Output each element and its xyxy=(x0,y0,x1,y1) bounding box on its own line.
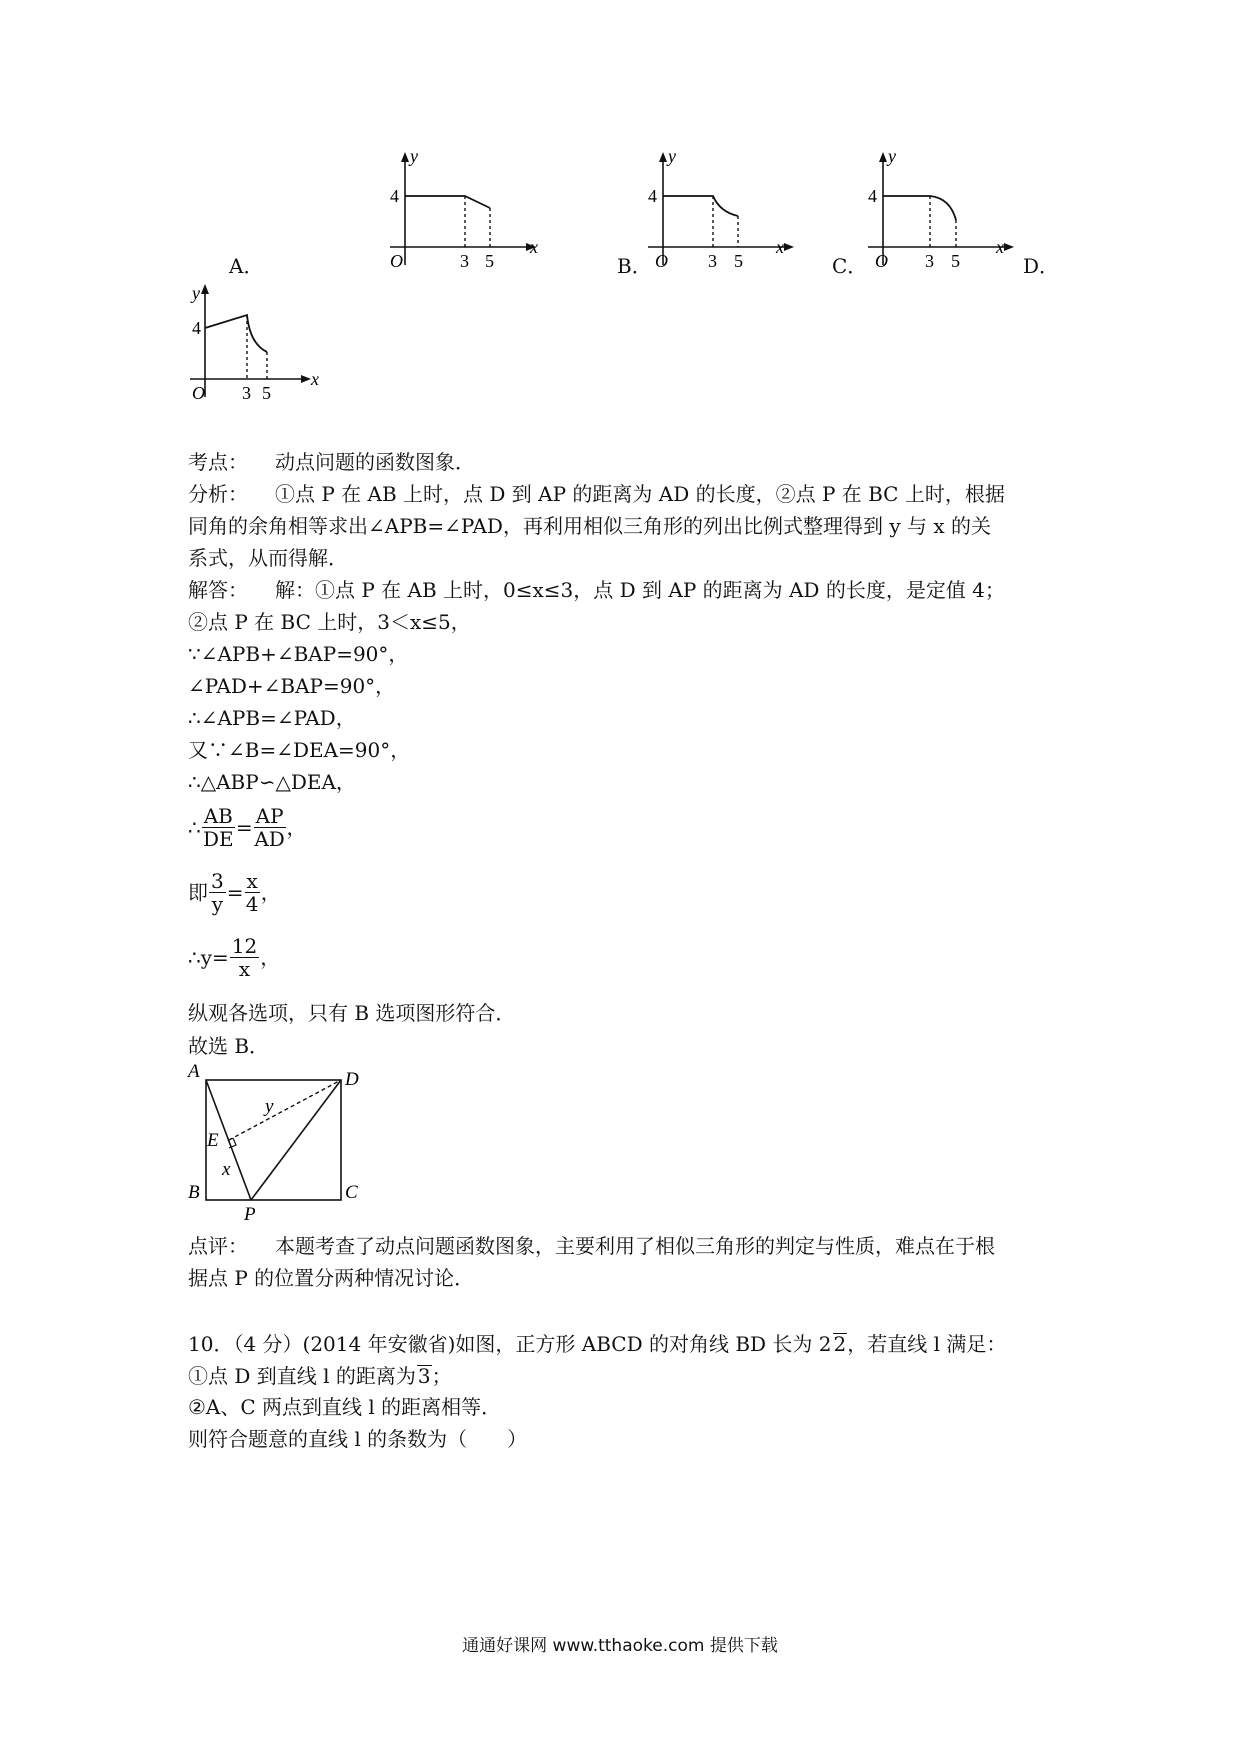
option-graph-c xyxy=(858,150,1018,272)
graph-x-tick-5: 5 xyxy=(734,251,743,271)
q10-line3: ②A、C 两点到直线 l 的距离相等． xyxy=(188,1395,502,1419)
q10-line4: 则符合题意的直线 l 的条数为（ ） xyxy=(188,1427,528,1451)
graph-origin: O xyxy=(390,251,403,271)
graph-y-tick: 4 xyxy=(648,186,657,206)
dianping-label: 点评： xyxy=(188,1234,248,1258)
fenxi-line3: 系式，从而得解． xyxy=(188,546,348,570)
graph-y-label: y xyxy=(410,150,418,166)
option-graph-b xyxy=(638,150,798,272)
point-b-label: B xyxy=(188,1182,200,1203)
sqrt-3: 3 xyxy=(417,1364,431,1388)
q10-line2: ①点 D 到直线 l 的距离为 3； xyxy=(188,1364,452,1388)
segment-y-label: y xyxy=(265,1096,274,1117)
fraction-ap-ad: $\frac{AP}{AD}$ xyxy=(254,804,285,851)
jieda-line8: 纵观各选项，只有 B 选项图形符合． xyxy=(188,1001,516,1025)
graph-x-label: x xyxy=(776,237,784,257)
dianping-line1: 本题考查了动点问题函数图象，主要利用了相似三角形的判定与性质，难点在于根 xyxy=(275,1234,995,1258)
jieda-line2: ②点 P 在 BC 上时，3＜x≤5， xyxy=(188,610,471,634)
graph-x-tick-3: 3 xyxy=(242,383,251,403)
kaodian-label: 考点： xyxy=(188,450,248,474)
graph-x-tick-5: 5 xyxy=(485,251,494,271)
graph-x-tick-5: 5 xyxy=(262,383,271,403)
option-c-label: C． xyxy=(832,254,868,278)
jieda-line1: 解：①点 P 在 AB 上时，0≤x≤3，点 D 到 AP 的距离为 AD 的长度，是定值 4； xyxy=(275,578,1005,602)
point-d-label: D xyxy=(345,1069,359,1090)
graph-origin: O xyxy=(192,383,205,403)
graph-x-tick-5: 5 xyxy=(951,251,960,271)
jieda-line4: ∠PAD+∠BAP=90°， xyxy=(188,674,396,698)
segment-x-label: x xyxy=(222,1159,231,1180)
fraction-12-x: $\frac{12}{x}$ xyxy=(231,934,258,981)
q10-line1: 10．（4 分）(2014 年安徽省)如图，正方形 ABCD 的对角线 BD 长为 2 2，若直线 l 满足： xyxy=(188,1332,1007,1356)
fenxi-label: 分析： xyxy=(188,482,248,506)
point-c-label: C xyxy=(345,1182,358,1203)
graph-y-tick: 4 xyxy=(390,186,399,206)
jieda-fraction-1: ∴ $\frac{AB}{DE}$ = $\frac{AP}{AD}$ ， xyxy=(188,804,307,851)
graph-x-label: x xyxy=(311,369,319,389)
jieda-label: 解答： xyxy=(188,578,248,602)
page-footer: 通通好课网 www.tthaoke.com 提供下载 xyxy=(462,1636,778,1656)
fenxi-line1: ①点 P 在 AB 上时，点 D 到 AP 的距离为 AD 的长度，②点 P 在 BC 上时，根据 xyxy=(275,482,1005,506)
fraction-3-y: $\frac{3}{y}$ xyxy=(211,869,224,916)
graph-x-tick-3: 3 xyxy=(708,251,717,271)
fraction-x-4: $\frac{x}{4}$ xyxy=(245,869,259,916)
graph-y-label: y xyxy=(668,150,676,166)
geometry-figure xyxy=(185,1062,385,1222)
graph-y-tick: 4 xyxy=(868,186,877,206)
jieda-line3: ∵∠APB+∠BAP=90°， xyxy=(188,642,409,666)
graph-origin: O xyxy=(655,251,668,271)
option-graph-a xyxy=(380,150,540,272)
jieda-line6: 又∵∠B=∠DEA=90°， xyxy=(188,738,411,762)
point-e-label: E xyxy=(207,1130,219,1151)
jieda-fraction-2: 即 $\frac{3}{y}$ = $\frac{x}{4}$ ， xyxy=(188,869,281,916)
graph-x-label: x xyxy=(530,237,538,257)
graph-y-label: y xyxy=(888,150,896,166)
sqrt-2: 2 xyxy=(833,1332,847,1356)
graph-x-tick-3: 3 xyxy=(925,251,934,271)
kaodian-text: 动点问题的函数图象． xyxy=(275,450,475,474)
graph-x-label: x xyxy=(996,237,1004,257)
graph-y-label: y xyxy=(192,283,200,303)
graph-x-tick-3: 3 xyxy=(460,251,469,271)
jieda-line9: 故选 B． xyxy=(188,1034,270,1058)
point-p-label: P xyxy=(244,1204,256,1222)
option-graph-d xyxy=(180,282,340,404)
option-a-label: A． xyxy=(229,254,264,278)
fraction-ab-de: $\frac{AB}{DE}$ xyxy=(202,804,234,851)
option-b-label: B． xyxy=(617,254,652,278)
graph-origin: O xyxy=(875,251,888,271)
jieda-line5: ∴∠APB=∠PAD， xyxy=(188,706,356,730)
dianping-line2: 据点 P 的位置分两种情况讨论． xyxy=(188,1266,475,1290)
jieda-fraction-3: ∴y= $\frac{12}{x}$ ， xyxy=(188,934,281,981)
fenxi-line2: 同角的余角相等求出∠APB=∠PAD，再利用相似三角形的列出比例式整理得到 y 与 x 的关 xyxy=(188,514,991,538)
jieda-line7: ∴△ABP∽△DEA， xyxy=(188,770,356,794)
graph-y-tick: 4 xyxy=(192,318,201,338)
point-a-label: A xyxy=(188,1062,200,1082)
option-d-label: D． xyxy=(1023,254,1060,278)
